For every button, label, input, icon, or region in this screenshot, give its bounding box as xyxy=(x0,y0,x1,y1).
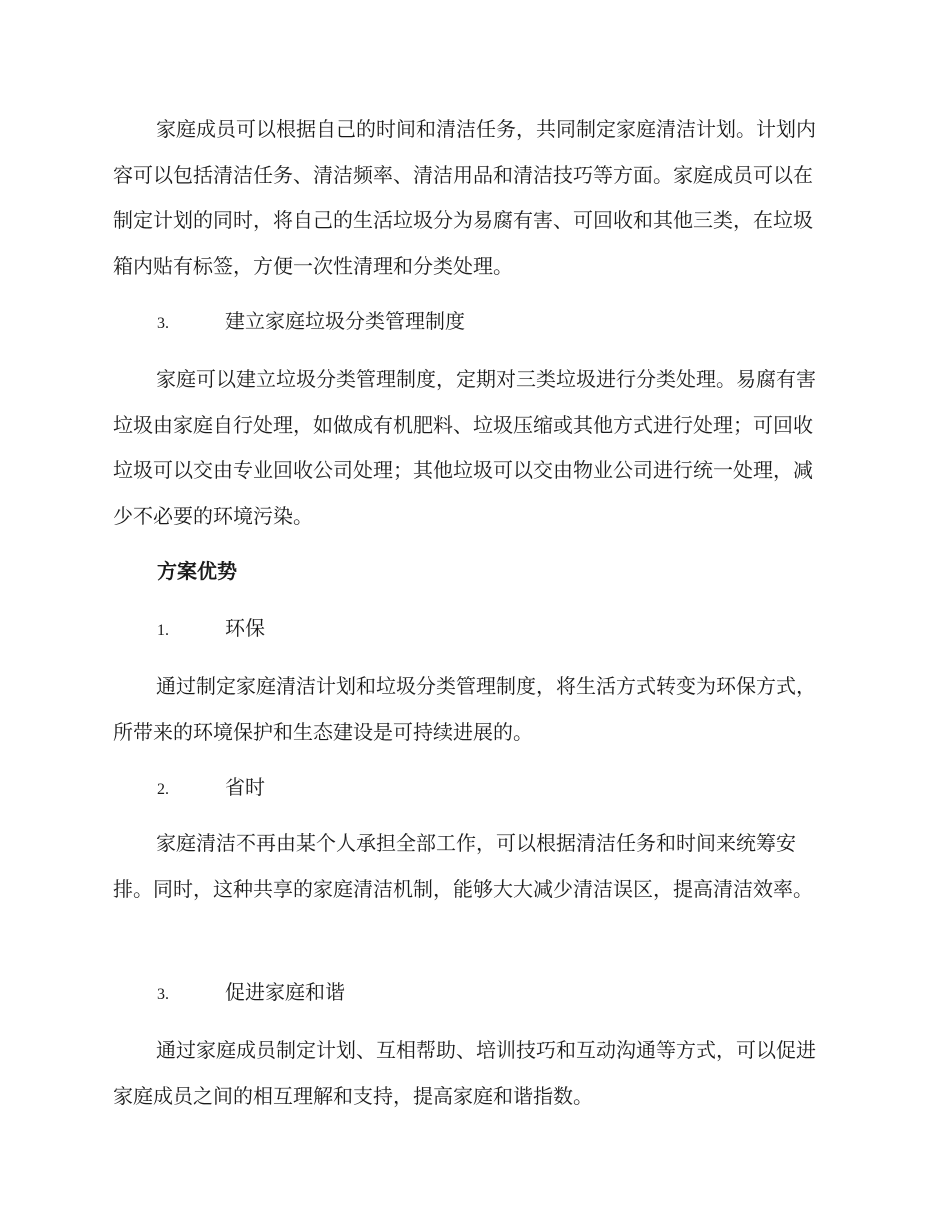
list-number: 3. xyxy=(157,315,169,332)
paragraph-cleaning-plan: 家庭成员可以根据自己的时间和清洁任务，共同制定家庭清洁计划。计划内容可以包括清洁任务、清洁频率、清洁用品和清洁技巧等方面。家庭成员可以在制定计划的同时，将自己的生活垃圾分为易腐有害、可回收和其他三类，在垃圾箱内贴有标签，方便一次性清理和分类处理。 xyxy=(113,117,816,278)
list-item-time-saving xyxy=(157,772,265,805)
section-heading: 方案优势 xyxy=(157,559,237,583)
list-item-title: 环保 xyxy=(225,616,265,640)
list-item-title: 省时 xyxy=(225,775,265,799)
paragraph-eco: 通过制定家庭清洁计划和垃圾分类管理制度，将生活方式转变为环保方式，所带来的环境保护和生态建设是可持续进展的。 xyxy=(113,674,816,744)
list-item-waste-system xyxy=(157,306,465,339)
list-number: 1. xyxy=(157,622,169,639)
paragraph-time-saving: 家庭清洁不再由某个人承担全部工作，可以根据清洁任务和时间来统筹安排。同时，这种共享的家庭清洁机制，能够大大减少清洁误区，提高清洁效率。 xyxy=(113,831,813,901)
paragraph-waste-system: 家庭可以建立垃圾分类管理制度，定期对三类垃圾进行分类处理。易腐有害垃圾由家庭自行处理，如做成有机肥料、垃圾压缩或其他方式进行处理；可回收垃圾可以交由专业回收公司处理；其他垃圾可以交由物业公司进行统一处理，减少不必要的环境污染。 xyxy=(113,367,816,528)
list-item-harmony xyxy=(157,977,345,1010)
list-number: 3. xyxy=(157,986,169,1003)
list-number: 2. xyxy=(157,781,169,798)
paragraph-harmony: 通过家庭成员制定计划、互相帮助、培训技巧和互动沟通等方式，可以促进家庭成员之间的相互理解和支持，提高家庭和谐指数。 xyxy=(113,1038,816,1108)
list-item-title: 促进家庭和谐 xyxy=(225,980,345,1004)
list-item-title: 建立家庭垃圾分类管理制度 xyxy=(225,309,465,333)
list-item-eco xyxy=(157,613,265,646)
